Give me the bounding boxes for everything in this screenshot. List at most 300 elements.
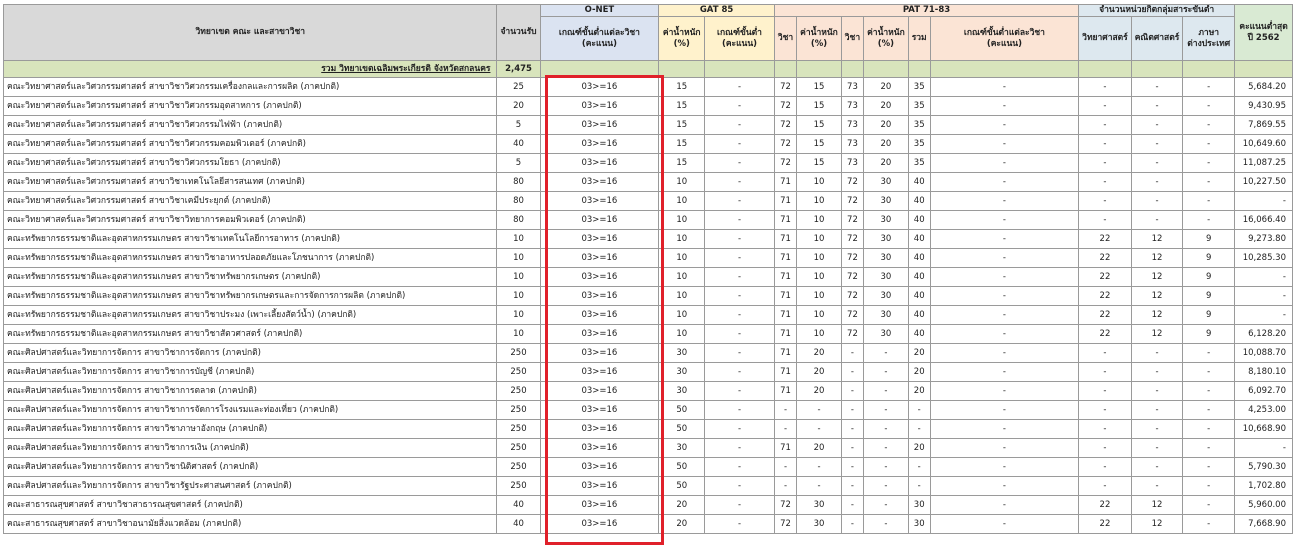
cell-program-name: คณะทรัพยากรธรรมชาติและอุตสาหกรรมเกษตร สาขาวิชาเทคโนโลยีการอาหาร (ภาคปกติ): [4, 230, 497, 249]
cell-seats: 10: [497, 287, 540, 306]
cell-min-score: -: [1235, 192, 1293, 211]
table-row: [4, 382, 1293, 401]
cell-credits-math: -: [1131, 458, 1183, 477]
cell-seats: 250: [497, 401, 540, 420]
cell-credits-science: -: [1079, 173, 1132, 192]
cell-min-score: -: [1235, 439, 1293, 458]
cell-min-score: 10,285.30: [1235, 249, 1293, 268]
cell-min-score: 5,790.30: [1235, 458, 1293, 477]
cell-gat-min: -: [705, 420, 775, 439]
cell-pat-subject-1: -: [774, 458, 796, 477]
cell-seats: 40: [497, 496, 540, 515]
cell-credits-math: -: [1131, 439, 1183, 458]
cell-credits-science: -: [1079, 211, 1132, 230]
table-row: [4, 401, 1293, 420]
cell-pat-subject-1: 71: [774, 173, 796, 192]
table-row: [4, 173, 1293, 192]
cell-pat-weight-1: -: [797, 420, 842, 439]
cell-credits-language: -: [1183, 515, 1235, 534]
cell-credits-math: 12: [1131, 306, 1183, 325]
cell-pat-subject-2: 72: [841, 287, 863, 306]
cell-pat-total: 35: [908, 154, 930, 173]
cell-pat-subject-2: 73: [841, 116, 863, 135]
cell-gat-min: -: [705, 439, 775, 458]
cell-pat-min: -: [930, 154, 1079, 173]
cell-pat-weight-1: 15: [797, 78, 842, 97]
cell-min-score: 4,253.00: [1235, 401, 1293, 420]
cell-seats: 10: [497, 306, 540, 325]
cell-credits-math: 12: [1131, 496, 1183, 515]
cell-credits-math: 12: [1131, 515, 1183, 534]
cell-pat-weight-2: 30: [864, 268, 909, 287]
cell-pat-total: 40: [908, 268, 930, 287]
cell-pat-min: -: [930, 306, 1079, 325]
cell-pat-total: 30: [908, 496, 930, 515]
cell-gat-weight: 50: [659, 477, 705, 496]
cell-pat-min: -: [930, 420, 1079, 439]
cell-pat-min: -: [930, 382, 1079, 401]
cell-pat-total: 20: [908, 344, 930, 363]
cell-onet-min: 03>=16: [540, 192, 659, 211]
cell-gat-min: -: [705, 268, 775, 287]
cell-credits-math: -: [1131, 192, 1183, 211]
table-row: [4, 458, 1293, 477]
cell-onet-min: 03>=16: [540, 154, 659, 173]
cell-pat-subject-2: -: [841, 344, 863, 363]
cell-gat-weight: 20: [659, 515, 705, 534]
cell-credits-math: 12: [1131, 325, 1183, 344]
cell-onet-min: 03>=16: [540, 116, 659, 135]
cell-program-name: คณะวิทยาศาสตร์และวิศวกรรมศาสตร์ สาขาวิชาวิศวกรรมคอมพิวเตอร์ (ภาคปกติ): [4, 135, 497, 154]
header-credits-language: ภาษา ต่างประเทศ: [1183, 17, 1235, 61]
cell-seats: 80: [497, 211, 540, 230]
cell-credits-math: 12: [1131, 268, 1183, 287]
cell-program-name: คณะศิลปศาสตร์และวิทยาการจัดการ สาขาวิชานิติศาสตร์ (ภาคปกติ): [4, 458, 497, 477]
cell-onet-min: 03>=16: [540, 325, 659, 344]
cell-gat-min: -: [705, 382, 775, 401]
cell-pat-weight-1: 10: [797, 325, 842, 344]
cell-pat-weight-2: 30: [864, 230, 909, 249]
cell-pat-min: -: [930, 477, 1079, 496]
cell-pat-total: 40: [908, 211, 930, 230]
cell-gat-weight: 30: [659, 382, 705, 401]
cell-credits-language: 9: [1183, 268, 1235, 287]
cell-onet-min: 03>=16: [540, 496, 659, 515]
header-pat-weight-2: ค่าน้ำหนัก (%): [864, 17, 909, 61]
cell-seats: 250: [497, 458, 540, 477]
cell-pat-weight-2: 30: [864, 249, 909, 268]
cell-credits-language: 9: [1183, 230, 1235, 249]
cell-credits-language: -: [1183, 192, 1235, 211]
cell-program-name: คณะศิลปศาสตร์และวิทยาการจัดการ สาขาวิชาการเงิน (ภาคปกติ): [4, 439, 497, 458]
cell-credits-language: 9: [1183, 249, 1235, 268]
cell-seats: 10: [497, 230, 540, 249]
table-row: [4, 192, 1293, 211]
cell-pat-weight-1: -: [797, 477, 842, 496]
cell-program-name: คณะวิทยาศาสตร์และวิศวกรรมศาสตร์ สาขาวิชาวิศวกรรมอุตสาหการ (ภาคปกติ): [4, 97, 497, 116]
cell-pat-weight-1: -: [797, 401, 842, 420]
header-pat-total: รวม: [908, 17, 930, 61]
cell-pat-min: -: [930, 192, 1079, 211]
cell-seats: 25: [497, 78, 540, 97]
cell-pat-total: 20: [908, 439, 930, 458]
cell-gat-weight: 50: [659, 458, 705, 477]
cell-pat-subject-1: 71: [774, 325, 796, 344]
cell-program-name: คณะศิลปศาสตร์และวิทยาการจัดการ สาขาวิชาการจัดการ (ภาคปกติ): [4, 344, 497, 363]
cell-pat-weight-1: 10: [797, 287, 842, 306]
cell-program-name: คณะศิลปศาสตร์และวิทยาการจัดการ สาขาวิชาภาษาอังกฤษ (ภาคปกติ): [4, 420, 497, 439]
cell-credits-language: -: [1183, 116, 1235, 135]
cell-program-name: คณะสาธารณสุขศาสตร์ สาขาวิชาสาธารณสุขศาสตร์ (ภาคปกติ): [4, 496, 497, 515]
cell-gat-min: -: [705, 173, 775, 192]
cell-program-name: คณะวิทยาศาสตร์และวิศวกรรมศาสตร์ สาขาวิชาวิศวกรรมโยธา (ภาคปกติ): [4, 154, 497, 173]
cell-credits-language: -: [1183, 496, 1235, 515]
header-pat-weight-1: ค่าน้ำหนัก (%): [797, 17, 842, 61]
cell-pat-weight-1: 15: [797, 116, 842, 135]
cell-credits-science: 22: [1079, 268, 1132, 287]
table-row: [4, 306, 1293, 325]
cell-credits-language: -: [1183, 97, 1235, 116]
cell-min-score: 9,430.95: [1235, 97, 1293, 116]
cell-onet-min: 03>=16: [540, 78, 659, 97]
header-pat-subject-2: วิชา: [841, 17, 863, 61]
header-seats: จำนวนรับ: [497, 5, 540, 61]
cell-pat-subject-2: -: [841, 496, 863, 515]
cell-credits-science: -: [1079, 439, 1132, 458]
cell-gat-weight: 15: [659, 135, 705, 154]
cell-pat-weight-1: 10: [797, 211, 842, 230]
cell-seats: 5: [497, 116, 540, 135]
cell-pat-subject-1: 72: [774, 496, 796, 515]
cell-credits-math: -: [1131, 173, 1183, 192]
cell-gat-min: -: [705, 116, 775, 135]
cell-pat-weight-2: -: [864, 401, 909, 420]
cell-onet-min: 03>=16: [540, 97, 659, 116]
cell-pat-subject-2: 72: [841, 173, 863, 192]
cell-pat-subject-2: -: [841, 420, 863, 439]
cell-pat-min: -: [930, 439, 1079, 458]
cell-gat-min: -: [705, 344, 775, 363]
cell-credits-language: -: [1183, 458, 1235, 477]
cell-pat-total: -: [908, 401, 930, 420]
cell-credits-language: -: [1183, 344, 1235, 363]
cell-pat-min: -: [930, 401, 1079, 420]
table-row: [4, 439, 1293, 458]
cell-gat-min: -: [705, 306, 775, 325]
cell-onet-min: 03>=16: [540, 458, 659, 477]
cell-program-name: คณะวิทยาศาสตร์และวิศวกรรมศาสตร์ สาขาวิชาวิทยาการคอมพิวเตอร์ (ภาคปกติ): [4, 211, 497, 230]
cell-gat-min: -: [705, 287, 775, 306]
cell-pat-total: 35: [908, 116, 930, 135]
cell-pat-min: -: [930, 116, 1079, 135]
cell-seats: 80: [497, 192, 540, 211]
cell-pat-subject-2: 72: [841, 268, 863, 287]
cell-program-name: คณะทรัพยากรธรรมชาติและอุตสาหกรรมเกษตร สาขาวิชาทรัพยากรเกษตร (ภาคปกติ): [4, 268, 497, 287]
table-row: [4, 496, 1293, 515]
cell-seats: 80: [497, 173, 540, 192]
cell-pat-total: 35: [908, 97, 930, 116]
table-row: [4, 515, 1293, 534]
cell-pat-min: -: [930, 268, 1079, 287]
cell-gat-weight: 10: [659, 192, 705, 211]
cell-program-name: คณะศิลปศาสตร์และวิทยาการจัดการ สาขาวิชารัฐประศาสนศาสตร์ (ภาคปกติ): [4, 477, 497, 496]
cell-pat-weight-1: 20: [797, 344, 842, 363]
cell-pat-weight-1: 10: [797, 306, 842, 325]
cell-pat-subject-2: 73: [841, 135, 863, 154]
cell-min-score: 16,066.40: [1235, 211, 1293, 230]
cell-gat-weight: 30: [659, 344, 705, 363]
cell-pat-weight-1: 10: [797, 192, 842, 211]
cell-credits-language: 9: [1183, 287, 1235, 306]
cell-program-name: คณะวิทยาศาสตร์และวิศวกรรมศาสตร์ สาขาวิชาเทคโนโลยีสารสนเทศ (ภาคปกติ): [4, 173, 497, 192]
cell-gat-weight: 10: [659, 287, 705, 306]
cell-pat-subject-2: 73: [841, 97, 863, 116]
cell-pat-weight-2: 30: [864, 173, 909, 192]
header-onet: O-NET: [540, 5, 659, 17]
cell-pat-subject-1: 71: [774, 211, 796, 230]
cell-pat-min: -: [930, 363, 1079, 382]
cell-pat-subject-1: 71: [774, 287, 796, 306]
cell-pat-min: -: [930, 249, 1079, 268]
cell-onet-min: 03>=16: [540, 135, 659, 154]
cell-pat-total: -: [908, 420, 930, 439]
cell-min-score: 5,684.20: [1235, 78, 1293, 97]
table-row: [4, 344, 1293, 363]
cell-pat-weight-2: -: [864, 458, 909, 477]
cell-credits-language: -: [1183, 401, 1235, 420]
cell-min-score: 7,869.55: [1235, 116, 1293, 135]
cell-pat-total: 30: [908, 515, 930, 534]
cell-seats: 40: [497, 135, 540, 154]
table-row: [4, 154, 1293, 173]
cell-pat-subject-1: 72: [774, 154, 796, 173]
cell-credits-math: -: [1131, 477, 1183, 496]
cell-pat-weight-1: 30: [797, 515, 842, 534]
cell-gat-weight: 10: [659, 173, 705, 192]
cell-pat-total: 40: [908, 287, 930, 306]
cell-min-score: 6,092.70: [1235, 382, 1293, 401]
table-row: [4, 78, 1293, 97]
cell-pat-subject-1: -: [774, 477, 796, 496]
cell-gat-min: -: [705, 154, 775, 173]
cell-pat-weight-2: 20: [864, 78, 909, 97]
cell-pat-subject-1: 71: [774, 344, 796, 363]
cell-pat-weight-2: 20: [864, 116, 909, 135]
cell-credits-math: 12: [1131, 249, 1183, 268]
cell-min-score: 8,180.10: [1235, 363, 1293, 382]
cell-pat-total: 40: [908, 230, 930, 249]
cell-credits-science: 22: [1079, 306, 1132, 325]
cell-credits-math: -: [1131, 154, 1183, 173]
cell-credits-math: -: [1131, 344, 1183, 363]
cell-pat-subject-1: 72: [774, 97, 796, 116]
cell-credits-science: -: [1079, 401, 1132, 420]
cell-pat-subject-2: -: [841, 458, 863, 477]
cell-program-name: คณะทรัพยากรธรรมชาติและอุตสาหกรรมเกษตร สาขาวิชาสัตวศาสตร์ (ภาคปกติ): [4, 325, 497, 344]
cell-pat-weight-2: -: [864, 515, 909, 534]
cell-pat-subject-1: 71: [774, 363, 796, 382]
cell-credits-science: 22: [1079, 515, 1132, 534]
cell-credits-math: -: [1131, 116, 1183, 135]
cell-credits-math: -: [1131, 97, 1183, 116]
cell-seats: 250: [497, 439, 540, 458]
cell-seats: 40: [497, 515, 540, 534]
cell-seats: 10: [497, 249, 540, 268]
cell-pat-subject-2: 72: [841, 211, 863, 230]
cell-min-score: 6,128.20: [1235, 325, 1293, 344]
cell-credits-language: 9: [1183, 325, 1235, 344]
cell-pat-total: 40: [908, 192, 930, 211]
cell-min-score: 10,668.90: [1235, 420, 1293, 439]
cell-pat-subject-1: 71: [774, 192, 796, 211]
cell-pat-weight-1: 15: [797, 97, 842, 116]
cell-pat-total: 20: [908, 363, 930, 382]
cell-pat-min: -: [930, 211, 1079, 230]
cell-gat-min: -: [705, 78, 775, 97]
cell-min-score: 10,088.70: [1235, 344, 1293, 363]
cell-pat-min: -: [930, 135, 1079, 154]
cell-min-score: -: [1235, 287, 1293, 306]
cell-pat-subject-1: 72: [774, 135, 796, 154]
cell-credits-math: -: [1131, 78, 1183, 97]
cell-pat-subject-2: -: [841, 439, 863, 458]
cell-onet-min: 03>=16: [540, 230, 659, 249]
cell-pat-weight-2: -: [864, 420, 909, 439]
cell-gat-min: -: [705, 363, 775, 382]
cell-pat-weight-2: 30: [864, 325, 909, 344]
cell-min-score: 1,702.80: [1235, 477, 1293, 496]
header-credits: จำนวนหน่วยกิตกลุ่มสาระขั้นต่ำ: [1079, 5, 1235, 17]
cell-pat-weight-1: 10: [797, 230, 842, 249]
cell-gat-weight: 10: [659, 306, 705, 325]
cell-seats: 250: [497, 344, 540, 363]
cell-pat-min: -: [930, 325, 1079, 344]
cell-program-name: คณะสาธารณสุขศาสตร์ สาขาวิชาอนามัยสิ่งแวดล้อม (ภาคปกติ): [4, 515, 497, 534]
table-row: [4, 420, 1293, 439]
cell-onet-min: 03>=16: [540, 306, 659, 325]
cell-pat-total: -: [908, 477, 930, 496]
header-gat-weight: ค่าน้ำหนัก (%): [659, 17, 705, 61]
cell-pat-total: 35: [908, 135, 930, 154]
cell-pat-min: -: [930, 458, 1079, 477]
cell-credits-math: -: [1131, 135, 1183, 154]
cell-gat-min: -: [705, 135, 775, 154]
cell-onet-min: 03>=16: [540, 382, 659, 401]
table-row: [4, 268, 1293, 287]
cell-gat-weight: 10: [659, 325, 705, 344]
header-pat-min: เกณฑ์ขั้นต่ำแต่ละวิชา (คะแนน): [930, 17, 1079, 61]
cell-pat-subject-2: 73: [841, 78, 863, 97]
cell-gat-min: -: [705, 192, 775, 211]
cell-pat-weight-1: 15: [797, 154, 842, 173]
header-credits-math: คณิตศาสตร์: [1131, 17, 1183, 61]
cell-seats: 20: [497, 97, 540, 116]
cell-credits-language: -: [1183, 439, 1235, 458]
cell-pat-subject-2: 72: [841, 306, 863, 325]
cell-pat-weight-2: -: [864, 477, 909, 496]
cell-pat-weight-2: -: [864, 439, 909, 458]
cell-pat-weight-2: 20: [864, 154, 909, 173]
cell-seats: 5: [497, 154, 540, 173]
cell-seats: 10: [497, 325, 540, 344]
summary-label: รวม วิทยาเขตเฉลิมพระเกียรติ จังหวัดสกลนคร: [4, 61, 497, 78]
header-min-score: คะแนนต่ำสุด ปี 2562: [1235, 5, 1293, 61]
cell-pat-weight-1: 15: [797, 135, 842, 154]
cell-credits-science: -: [1079, 363, 1132, 382]
cell-pat-subject-1: 71: [774, 382, 796, 401]
cell-credits-science: -: [1079, 382, 1132, 401]
cell-credits-math: -: [1131, 382, 1183, 401]
cell-pat-weight-2: 30: [864, 306, 909, 325]
cell-pat-total: 40: [908, 325, 930, 344]
cell-credits-science: -: [1079, 116, 1132, 135]
cell-credits-language: -: [1183, 78, 1235, 97]
cell-gat-weight: 10: [659, 211, 705, 230]
cell-pat-min: -: [930, 97, 1079, 116]
cell-pat-weight-2: 20: [864, 97, 909, 116]
cell-credits-science: 22: [1079, 249, 1132, 268]
header-onet-min: เกณฑ์ขั้นต่ำแต่ละวิชา (คะแนน): [540, 17, 659, 61]
table-row: [4, 211, 1293, 230]
cell-gat-weight: 50: [659, 420, 705, 439]
cell-onet-min: 03>=16: [540, 173, 659, 192]
cell-pat-min: -: [930, 230, 1079, 249]
cell-pat-total: -: [908, 458, 930, 477]
table-row: [4, 97, 1293, 116]
cell-gat-weight: 30: [659, 363, 705, 382]
cell-credits-science: 22: [1079, 496, 1132, 515]
cell-min-score: 5,960.00: [1235, 496, 1293, 515]
cell-credits-language: -: [1183, 211, 1235, 230]
cell-credits-math: -: [1131, 211, 1183, 230]
cell-credits-language: -: [1183, 363, 1235, 382]
cell-pat-min: -: [930, 78, 1079, 97]
cell-pat-weight-2: -: [864, 344, 909, 363]
cell-gat-weight: 20: [659, 496, 705, 515]
cell-pat-min: -: [930, 515, 1079, 534]
cell-onet-min: 03>=16: [540, 268, 659, 287]
cell-onet-min: 03>=16: [540, 515, 659, 534]
cell-pat-weight-2: 20: [864, 135, 909, 154]
table-row: [4, 287, 1293, 306]
cell-seats: 250: [497, 382, 540, 401]
header-program: วิทยาเขต คณะ และสาขาวิชา: [4, 5, 497, 61]
header-pat-subject-1: วิชา: [774, 17, 796, 61]
cell-pat-weight-1: 10: [797, 249, 842, 268]
cell-min-score: -: [1235, 306, 1293, 325]
cell-credits-science: 22: [1079, 325, 1132, 344]
cell-credits-science: -: [1079, 154, 1132, 173]
cell-gat-min: -: [705, 401, 775, 420]
cell-gat-weight: 15: [659, 78, 705, 97]
cell-onet-min: 03>=16: [540, 249, 659, 268]
table-row: [4, 249, 1293, 268]
cell-min-score: -: [1235, 268, 1293, 287]
cell-min-score: 10,649.60: [1235, 135, 1293, 154]
cell-min-score: 10,227.50: [1235, 173, 1293, 192]
cell-pat-subject-1: 71: [774, 268, 796, 287]
cell-onet-min: 03>=16: [540, 287, 659, 306]
cell-credits-science: -: [1079, 420, 1132, 439]
table-row: [4, 477, 1293, 496]
cell-pat-subject-2: 72: [841, 325, 863, 344]
cell-pat-subject-2: -: [841, 401, 863, 420]
cell-pat-subject-1: 71: [774, 249, 796, 268]
cell-credits-science: -: [1079, 192, 1132, 211]
cell-seats: 250: [497, 420, 540, 439]
table-row: [4, 230, 1293, 249]
cell-pat-subject-2: 72: [841, 230, 863, 249]
